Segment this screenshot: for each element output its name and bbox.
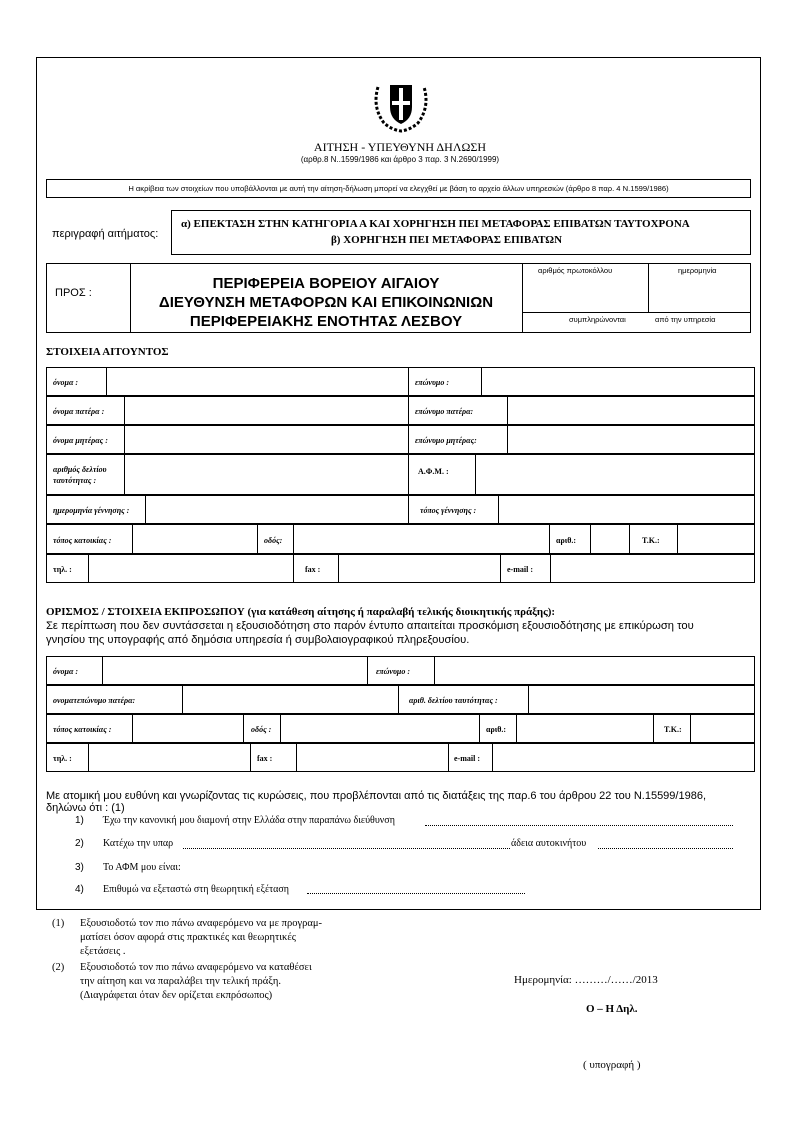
representative-fax-field[interactable]: [297, 744, 447, 771]
applicant-birth-place-field[interactable]: [499, 496, 754, 523]
representative-street-label: οδός :: [251, 725, 272, 734]
footnote-1-line-2: ματίσει όσον αφορά στις πρακτικές και θεωρητικές: [80, 932, 296, 943]
applicant-afm-label: Α.Φ.Μ. :: [418, 467, 449, 476]
declaration-item-2-number: 2): [75, 838, 84, 849]
applicant-residence-field[interactable]: [133, 525, 256, 553]
applicant-street-label: οδός:: [264, 536, 283, 545]
representative-father-field[interactable]: [183, 686, 397, 713]
representative-residence-field[interactable]: [133, 715, 242, 742]
applicant-id-label-2: ταυτότητας :: [53, 476, 97, 485]
applicant-mother-name-field[interactable]: [125, 426, 407, 453]
representative-surname-label: επώνυμο :: [376, 667, 411, 676]
applicant-residence-label: τόπος κατοικίας :: [53, 536, 112, 545]
by-service-label: από την υπηρεσία: [655, 315, 716, 324]
applicant-email-field[interactable]: [551, 555, 754, 582]
applicant-father-name-label: όνομα πατέρα :: [53, 407, 105, 416]
declaration-item-3-number: 3): [75, 862, 84, 873]
declaration-item-4-field[interactable]: [307, 893, 525, 894]
applicant-father-surname-label: επώνυμο πατέρα:: [415, 407, 474, 416]
declaration-item-2-tail: άδεια αυτοκινήτου: [511, 838, 587, 849]
form-title: ΑΙΤΗΣΗ - ΥΠΕΥΘΥΝΗ ΔΗΛΩΣΗ: [313, 140, 487, 154]
applicant-id-label-1: αριθμός δελτίου: [53, 465, 107, 474]
declaration-item-1-field[interactable]: [425, 825, 733, 826]
applicant-mother-name-label: όνομα μητέρας :: [53, 436, 108, 445]
applicant-mother-surname-label: επώνυμο μητέρας:: [415, 436, 477, 445]
notice-text: Η ακρίβεια των στοιχείων που υποβάλλονται με αυτή την αίτηση-δήλωση μπορεί να ελεγχθεί με βάση το αρχείο άλλων υπηρεσιών (άρθρο 8 παρ. 4 Ν.1599/1986): [128, 184, 669, 193]
recipient-line-3: ΠΕΡΙΦΕΡΕΙΑΚΗΣ ΕΝΟΤΗΤΑΣ ΛΕΣΒΟΥ: [189, 313, 463, 330]
representative-phone-label: τηλ. :: [53, 754, 72, 763]
representative-text-1: Σε περίπτωση που δεν συντάσσεται η εξουσιοδότηση στο παρόν έντυπο απαιτείται προσκόμιση εξουσιοδότησης με επικύρωση του: [46, 620, 694, 632]
applicant-number-label: αριθ.:: [556, 536, 577, 545]
declaration-item-1-text: Έχω την κανονική μου διαμονή στην Ελλάδα στην παραπάνω διεύθυνση: [103, 815, 395, 826]
representative-father-label: ονοματεπώνυμο πατέρα:: [53, 696, 136, 705]
representative-surname-field[interactable]: [435, 657, 754, 684]
declaration-item-4-text: Επιθυμώ να εξεταστώ στη θεωρητική εξέταση: [103, 884, 290, 895]
footnote-2-number: (2): [52, 962, 65, 973]
applicant-birth-date-label: ημερομηνία γέννησης :: [53, 506, 130, 515]
applicant-father-name-field[interactable]: [125, 397, 407, 424]
protocol-date-field[interactable]: [649, 276, 750, 311]
protocol-number-field[interactable]: [523, 276, 648, 311]
representative-email-label: e-mail :: [454, 754, 480, 763]
representative-number-label: αριθ.:: [486, 725, 507, 734]
representative-id-label: αριθ. δελτίου ταυτότητας :: [409, 696, 498, 705]
representative-street-field[interactable]: [281, 715, 478, 742]
signature-date[interactable]: Ημερομηνία: ………/……/2013: [514, 974, 658, 986]
request-label: περιγραφή αιτήματος:: [52, 228, 159, 240]
representative-number-field[interactable]: [517, 715, 652, 742]
applicant-surname-label: επώνυμο :: [415, 378, 450, 387]
footnote-2-line-3: (Διαγράφεται όταν δεν ορίζεται εκπρόσωπος): [80, 990, 273, 1001]
applicant-heading: ΣΤΟΙΧΕΙΑ ΑΙΤΟΥΝΤΟΣ: [46, 346, 169, 358]
applicant-afm-field[interactable]: [476, 455, 754, 494]
applicant-fax-label: fax :: [305, 565, 321, 574]
footnote-1-line-3: εξετάσεις .: [80, 946, 126, 957]
declaration-item-2-tail-field[interactable]: [598, 848, 733, 849]
representative-text-2: γνησίου της υπογραφής από δημόσια υπηρεσία ή συμβολαιογραφικού πληρεξουσίου.: [46, 634, 470, 646]
representative-name-field[interactable]: [103, 657, 366, 684]
recipient-label: ΠΡΟΣ :: [55, 287, 92, 299]
declaration-item-3-text: Το ΑΦΜ μου είναι:: [103, 862, 181, 873]
footnote-2-line-2: την αίτηση και να παραλάβει την τελική πράξη.: [80, 976, 282, 987]
protocol-date-label: ημερομηνία: [678, 266, 717, 275]
applicant-phone-label: τηλ. :: [53, 565, 72, 574]
declaration-item-2-field[interactable]: [183, 848, 510, 849]
representative-id-field[interactable]: [529, 686, 754, 713]
declaration-item-1-number: 1): [75, 815, 84, 826]
representative-email-field[interactable]: [493, 744, 754, 771]
declaration-item-4-number: 4): [75, 884, 84, 895]
representative-postcode-field[interactable]: [691, 715, 754, 742]
request-line-2: β) ΧΟΡΗΓΗΣΗ ΠΕΙ ΜΕΤΑΦΟΡΑΣ ΕΠΙΒΑΤΩΝ: [331, 234, 563, 246]
applicant-surname-field[interactable]: [482, 368, 754, 395]
footnote-1-number: (1): [52, 918, 65, 929]
recipient-line-1: ΠΕΡΙΦΕΡΕΙΑ ΒΟΡΕΙΟΥ ΑΙΓΑΙΟΥ: [212, 275, 440, 292]
applicant-email-label: e-mail :: [507, 565, 533, 574]
applicant-father-surname-field[interactable]: [508, 397, 754, 424]
applicant-fax-field[interactable]: [339, 555, 499, 582]
representative-fax-label: fax :: [257, 754, 273, 763]
declarant-label: Ο – Η Δηλ.: [586, 1003, 638, 1015]
applicant-number-field[interactable]: [591, 525, 628, 553]
applicant-name-field[interactable]: [107, 368, 407, 395]
protocol-number-label: αριθμός πρωτοκόλλου: [538, 266, 613, 275]
representative-phone-field[interactable]: [89, 744, 249, 771]
applicant-birth-place-label: τόπος γέννησης :: [420, 506, 477, 515]
applicant-id-field[interactable]: [125, 455, 407, 494]
representative-postcode-label: Τ.Κ.:: [664, 725, 682, 734]
recipient-line-2: ΔΙΕΥΘΥΝΣΗ ΜΕΤΑΦΟΡΩΝ ΚΑΙ ΕΠΙΚΟΙΝΩΝΙΩΝ: [158, 294, 494, 311]
representative-residence-label: τόπος κατοικίας :: [53, 725, 112, 734]
applicant-mother-surname-field[interactable]: [508, 426, 754, 453]
form-subtitle: (αρθρ.8 Ν..1599/1986 και άρθρο 3 παρ. 3 Ν.2690/1999): [300, 155, 500, 164]
declaration-intro-2: δηλώνω ότι : (1): [46, 802, 125, 814]
request-line-1: α) ΕΠΕΚΤΑΣΗ ΣΤΗΝ ΚΑΤΗΓΟΡΙΑ Α ΚΑΙ ΧΟΡΗΓΗΣΗ ΠΕΙ ΜΕΤΑΦΟΡΑΣ ΕΠΙΒΑΤΩΝ ΤΑΥΤΟΧΡΟΝΑ: [181, 218, 690, 230]
representative-name-label: όνομα :: [53, 667, 79, 676]
applicant-postcode-label: Τ.Κ.:: [642, 536, 660, 545]
request-box[interactable]: [171, 210, 751, 255]
applicant-name-label: όνομα :: [53, 378, 79, 387]
declaration-intro-1: Με ατομική μου ευθύνη και γνωρίζοντας τις κυρώσεις, που προβλέπονται από τις διατάξεις της παρ.6 του άρθρου 22 του Ν.15599/1986,: [46, 790, 707, 802]
filled-label: συμπληρώνονται: [569, 315, 626, 324]
greek-coat-of-arms-icon: [370, 77, 432, 133]
representative-heading: ΟΡΙΣΜΟΣ / ΣΤΟΙΧΕΙΑ ΕΚΠΡΟΣΩΠΟΥ (για κατάθεση αίτησης ή παραλαβή τελικής διοικητικής πράξης):: [46, 606, 556, 618]
applicant-street-field[interactable]: [294, 525, 548, 553]
applicant-phone-field[interactable]: [89, 555, 292, 582]
declaration-item-2-text: Κατέχω την υπαρ: [103, 838, 174, 849]
footnote-2-line-1: Εξουσιοδοτώ τον πιο πάνω αναφερόμενο να καταθέσει: [80, 962, 312, 973]
applicant-postcode-field[interactable]: [678, 525, 754, 553]
applicant-birth-date-field[interactable]: [146, 496, 407, 523]
footnote-1-line-1: Εξουσιοδοτώ τον πιο πάνω αναφερόμενο να με προγραμ-: [80, 918, 322, 929]
signature-label[interactable]: ( υπογραφή ): [583, 1059, 641, 1071]
